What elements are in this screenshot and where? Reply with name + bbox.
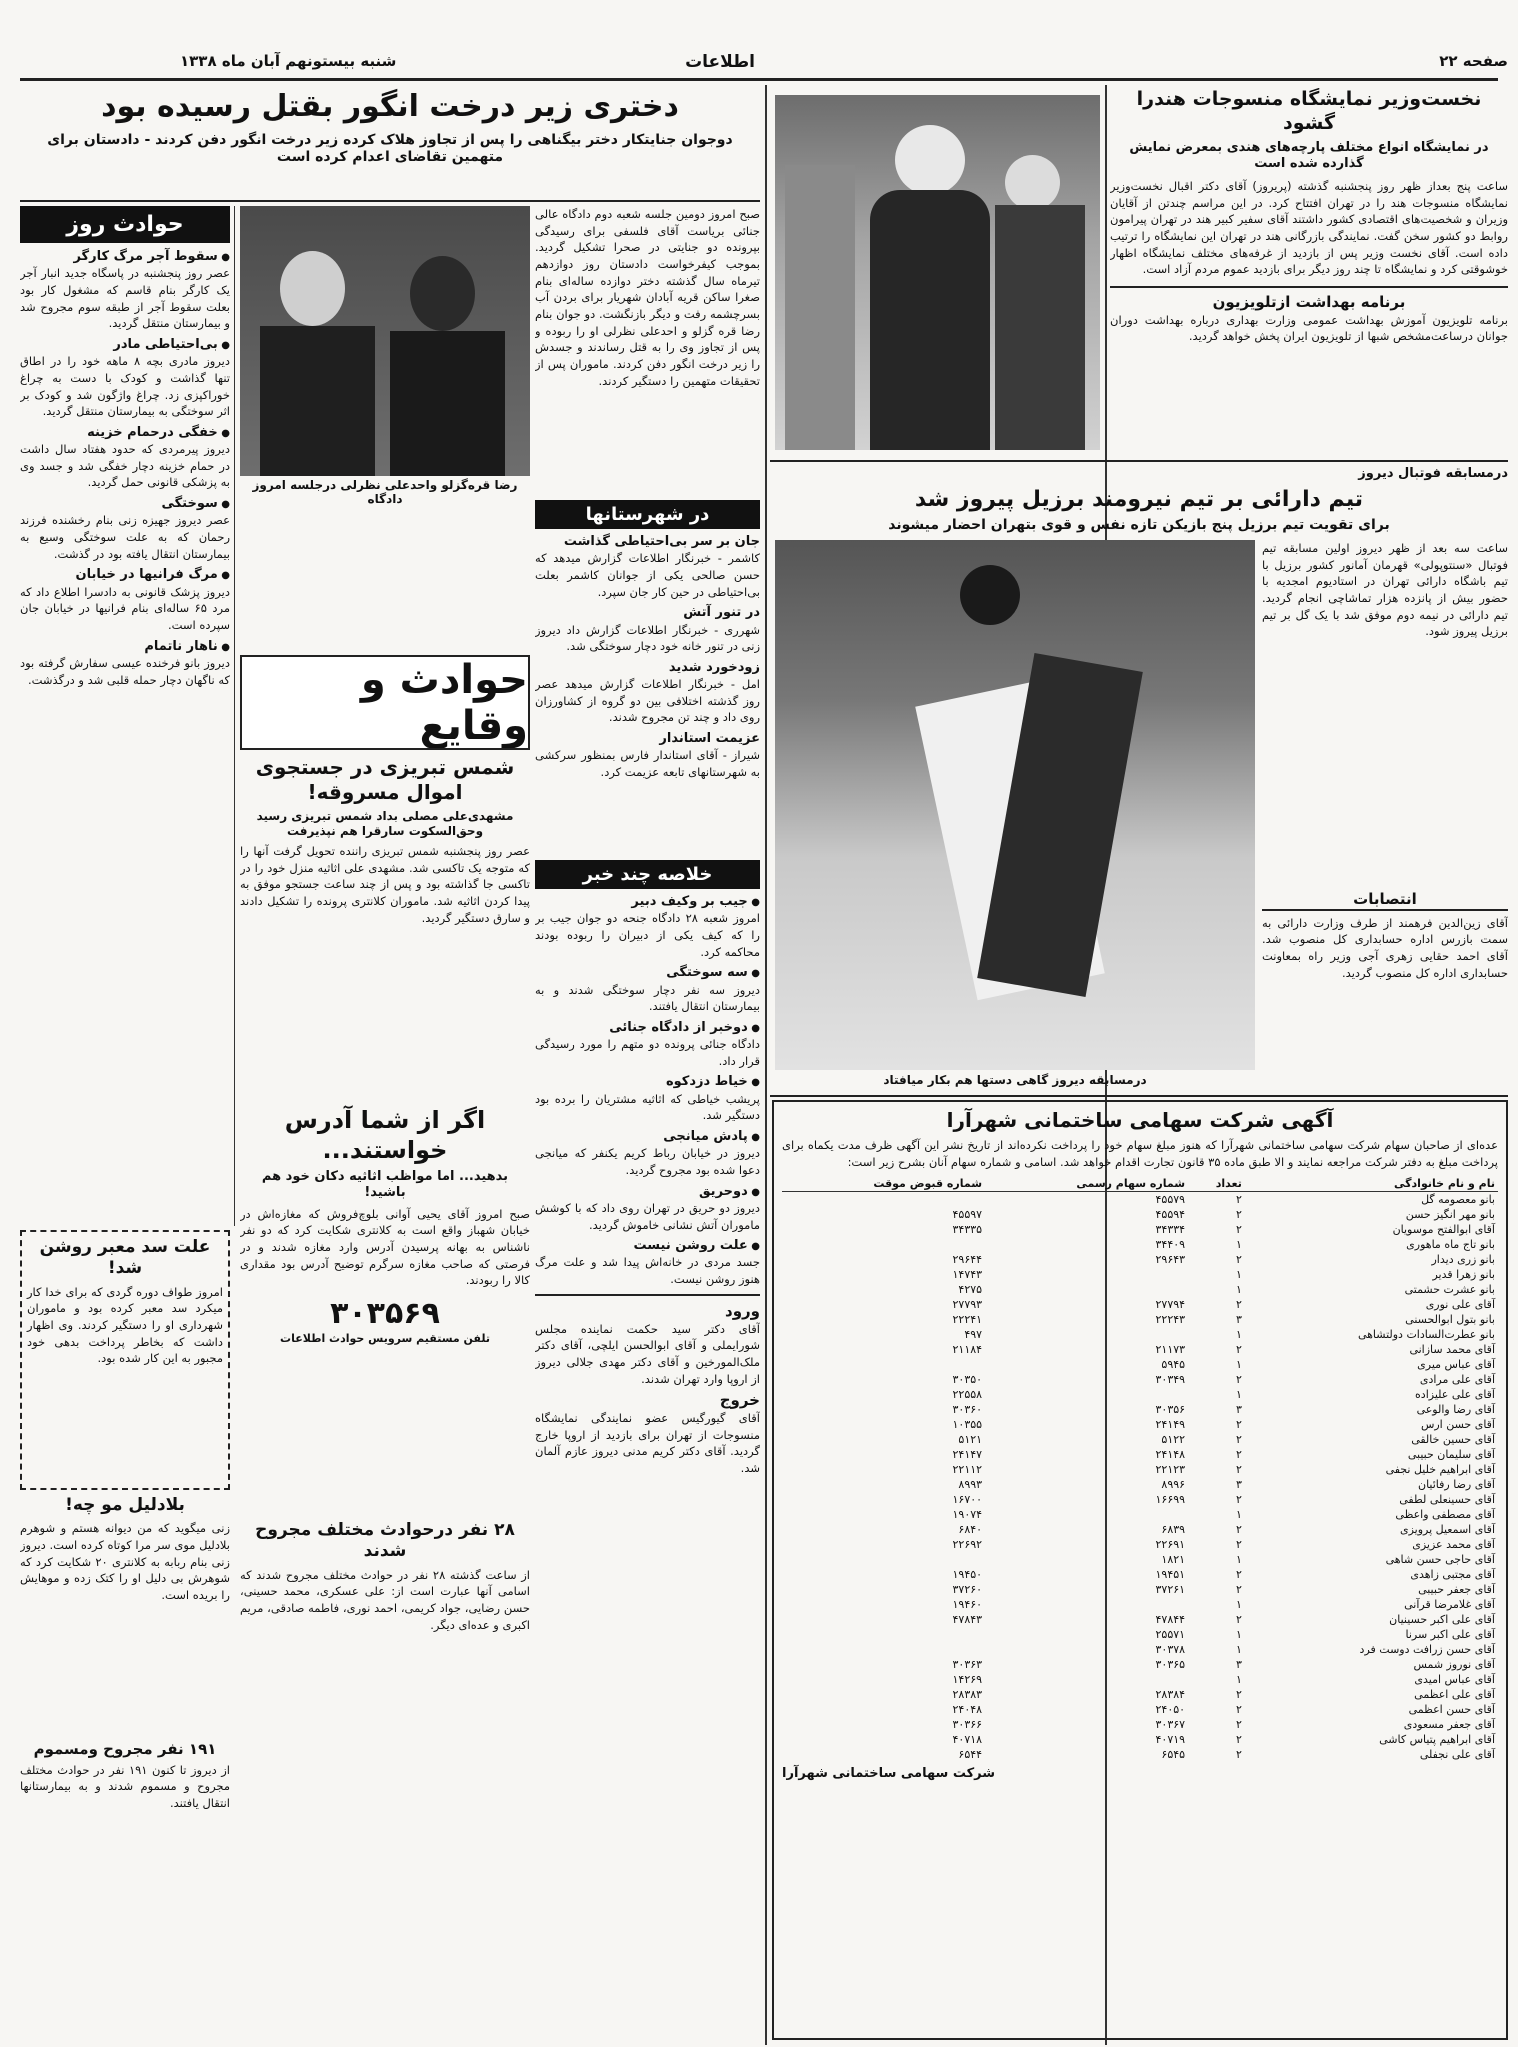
- news-item-body: دیروز بانو فرخنده عیسی سفارش گرفته بود که ناگهان دچار حمله قلبی شد و درگذشت.: [20, 655, 230, 687]
- table-cell: ۳۰۳۶۶: [952, 1718, 983, 1732]
- table-cell: ۸۹۹۳: [958, 1478, 983, 1492]
- table-cell: ۲: [1235, 1298, 1242, 1312]
- dam-body: امروز طواف دوره گردی که برای خدا کار میکرد سد معبر کرده بود و ماموران شهرداری او را دستگیر کردند. وی اظهار داشت که بخاطر پرداخت بدهی خود مجبور به این کار شده بود.: [27, 1284, 223, 1366]
- football-headline: تیم دارائی بر تیم نیرومند برزیل پیروز شد: [914, 487, 1364, 513]
- table-cell: ۲: [1235, 1193, 1242, 1207]
- table-row: [782, 1222, 1498, 1237]
- table-cell: ۴۰۷۱۸: [952, 1733, 983, 1747]
- table-row: [782, 1252, 1498, 1267]
- table-row: [782, 1342, 1498, 1357]
- table-cell: آقای جعفر حبیبی: [1418, 1583, 1495, 1597]
- table-cell: بانو زهرا قدیر: [1432, 1268, 1495, 1282]
- table-cell: ۲۲۲۴۱: [952, 1313, 983, 1327]
- tv-body: برنامه تلویزیون آموزش بهداشت عمومی وزارت بهداری درباره بهداشت دوران جوانان درساعت‌مشخص شبها از تلویزیون ایران پخش خواهد گردید.: [1110, 312, 1508, 344]
- table-cell: ۲: [1235, 1433, 1242, 1447]
- news-item-title: ● خیاط دزدکوه: [535, 1074, 760, 1090]
- table-cell: ۲: [1235, 1418, 1242, 1432]
- arrival-body: آقای دکتر سید حکمت نماینده مجلس شورایملی و آقای ابوالحسن ایلچی، آقای دکتر ملک‌المورخین و آقای دکتر مهدی جلالی دیروز از اروپا وارد تهران شدند.: [535, 1321, 760, 1386]
- table-cell: ۳۰۳۶۰: [952, 1403, 983, 1417]
- table-cell: ۵۱۲۱: [958, 1433, 983, 1447]
- table-cell: ۲: [1235, 1223, 1242, 1237]
- shams-subhead: مشهدی‌علی مصلی بداد شمس تبریزی رسید وحق‌السکوت سارقرا هم نپذیرفت: [256, 809, 514, 838]
- table-cell: ۲: [1235, 1613, 1242, 1627]
- news-item-title: عزیمت استاندار: [659, 731, 760, 747]
- table-cell: بانو تاج ماه ماهوری: [1406, 1238, 1495, 1252]
- table-row: [782, 1312, 1498, 1327]
- table-row: [782, 1537, 1498, 1552]
- table-cell: [985, 1282, 1188, 1297]
- address-article: [240, 1105, 530, 1515]
- news-item-body: پریشب خیاطی که اثاثیه مشتریان را برده بود دستگیر شد.: [535, 1091, 760, 1123]
- shams-body: عصر روز پنجشنبه شمس تبریزی راننده تحویل گرفت آنها را که متوجه یک تاکسی شد. مشهدی علی اثاثیه منزل خود را در تاکسی جا گذاشته بود و پس از چند ساعت جستجو موفق به پیدا کردن اثاثیه شد. ماموران کلانتری پرونده را تشکیل دادند و سارق دستگیر گردید.: [240, 844, 530, 925]
- girl-headline: دختری زیر درخت انگور بقتل رسیده بود: [101, 89, 679, 124]
- table-cell: آقای علی نوری: [1425, 1298, 1495, 1312]
- football-photo: [775, 540, 1255, 1070]
- col-name: نام و نام خانوادگی: [1245, 1176, 1498, 1192]
- table-cell: آقای علی اکبر حسینیان: [1389, 1613, 1495, 1627]
- table-cell: ۲۲۶۹۲: [952, 1538, 983, 1552]
- table-cell: ۵۱۲۲: [1161, 1433, 1186, 1447]
- table-cell: آقای ابراهیم خلیل نجفی: [1385, 1463, 1495, 1477]
- table-cell: ۴۰۷۱۹: [1155, 1733, 1186, 1747]
- table-cell: ۲: [1235, 1523, 1242, 1537]
- table-cell: بانو زری دیدار: [1431, 1253, 1495, 1267]
- table-cell: ۴۵۵۷۹: [1155, 1193, 1186, 1207]
- table-cell: ۲: [1235, 1703, 1242, 1717]
- table-cell: آقای حسن ارس: [1420, 1418, 1495, 1432]
- table-row: [782, 1702, 1498, 1717]
- hair-body: زنی میگوید که من دیوانه هستم و شوهرم بلادلیل موی سر مرا کوتاه کرده است. دیروز زنی بنام ربابه به کلانتری ۲۰ شکایت کرد که شوهرش بی دلیل او را کتک زده و موهایش را بریده است.: [20, 1521, 230, 1602]
- news-item-title: زودخورد شدید: [668, 659, 760, 675]
- shams-article: [240, 755, 530, 1100]
- table-cell: آقای ابراهیم پتیاس کاشی: [1379, 1733, 1495, 1747]
- masthead-rule: [20, 78, 1498, 81]
- table-cell: ۲: [1235, 1253, 1242, 1267]
- table-cell: آقای ابوالفتح موسویان: [1392, 1223, 1495, 1237]
- table-cell: ۳۰۳۷۸: [1155, 1643, 1186, 1657]
- table-cell: آقای حسینعلی لطفی: [1399, 1493, 1495, 1507]
- table-row: [782, 1642, 1498, 1657]
- exhibition-body: ساعت پنج بعداز ظهر روز پنجشنبه گذشته (پریروز) آقای دکتر اقبال نخست‌وزیر نمایشگاه منسوجات هند را در تهران افتتاح کرد. در این مراسم چندتن از آقایان وزیران و شخصیت‌های اقتصادی کشور داشتند آقای سفیر کبیر هند در تهران پیرامون روابط دو کشور سخن گفت. نمایندگی بازرگانی هند در تهران این نمایشگاه را ترتیب داده است. آقای نخست وزیر پس از بازدید از غرفه‌های مختلف نمایشگاه اظهار خوشوقتی کرد و نمایشگاه تا چند روز دیگر برای بازدید عموم مردم آزاد است.: [1110, 179, 1508, 277]
- table-row: [782, 1207, 1498, 1222]
- news-item-body: شهرری - خبرنگار اطلاعات گزارش داد دیروز زنی در تنور خانه خود دچار سوختگی شد.: [535, 622, 760, 654]
- table-cell: ۳: [1235, 1478, 1242, 1492]
- table-cell: ۱۹۴۶۰: [952, 1598, 983, 1612]
- table-row: [782, 1732, 1498, 1747]
- table-cell: [782, 1237, 985, 1252]
- table-cell: ۱: [1235, 1553, 1242, 1567]
- table-cell: [985, 1597, 1188, 1612]
- table-cell: ۱: [1235, 1238, 1242, 1252]
- table-cell: آقای مصطفی واعظی: [1395, 1508, 1495, 1522]
- issue-date: شنبه بیستونهم آبان ماه ۱۳۳۸: [180, 52, 397, 70]
- table-cell: [782, 1357, 985, 1372]
- accidents-label: حوادث روز: [20, 206, 230, 243]
- table-cell: ۲۴۱۴۹: [1155, 1418, 1186, 1432]
- football-body: ساعت سه بعد از ظهر دیروز اولین مسابقه تیم فوتبال «سنتوپولی» قهرمان آمانور کشور برزیل با تیم باشگاه دارائی تهران در استادیوم امجدیه با حضور بیش از پانزده هزار تماشاچی انجام گردید. تیم دارائی در نیمه دوم موفق شد با یک گل بر تیم برزیل پیروز شود.: [1262, 541, 1508, 639]
- table-cell: آقای علی اعظمی: [1414, 1688, 1495, 1702]
- table-cell: ۴۷۸۴۴: [1155, 1613, 1186, 1627]
- section-rule: [20, 200, 760, 202]
- injured-article: [20, 1740, 230, 2040]
- table-cell: ۱: [1235, 1673, 1242, 1687]
- address-headline: اگر از شما آدرس خواستند...: [284, 1106, 486, 1164]
- table-cell: ۲: [1235, 1463, 1242, 1477]
- table-row: [782, 1717, 1498, 1732]
- paper-name: اطلاعات: [685, 52, 755, 72]
- table-cell: ۲: [1235, 1493, 1242, 1507]
- table-row: [782, 1567, 1498, 1582]
- news-item-body: جسد مردی در خانه‌اش پیدا شد و علت مرگ هنوز روشن نیست.: [535, 1255, 760, 1287]
- table-row: [782, 1447, 1498, 1462]
- table-cell: ۱۴۲۶۹: [952, 1673, 983, 1687]
- table-row: [782, 1747, 1498, 1762]
- table-row: [782, 1612, 1498, 1627]
- exhibition-photo: [775, 95, 1100, 450]
- news-item-body: دیروز مادری بچه ۸ ماهه خود را در اطاق تنها گذاشت و کودک با دست به چراغ خوراکپزی زد. چراغ واژگون شد و کودک بر اثر سوختگی به بیمارستان منتقل گردید.: [20, 354, 230, 419]
- table-cell: ۳۰۳۶۳: [952, 1658, 983, 1672]
- girl-subhead: دوجوان جنایتکار دختر بیگناهی را پس از تجاوز هلاک کرده زیر درخت انگور دفن کردند - دادستان برای متهمین تقاضای اعدام کرده است: [47, 131, 733, 165]
- news-item-title: جان بر سر بی‌احتیاطی گذاشت: [563, 534, 760, 549]
- football-kicker: درمسابقه فوتبال دیروز: [1358, 466, 1508, 481]
- section-rule: [770, 460, 1508, 462]
- table-row: [782, 1597, 1498, 1612]
- news-item-body: دیروز دو حریق در تهران روی داد که با کوشش ماموران آتش نشانی خاموش گردید.: [535, 1200, 760, 1232]
- table-cell: [782, 1192, 985, 1208]
- table-cell: ۱: [1235, 1643, 1242, 1657]
- table-row: [782, 1282, 1498, 1297]
- table-cell: ۱: [1235, 1328, 1242, 1342]
- table-cell: ۳۷۲۶۱: [1155, 1583, 1186, 1597]
- table-cell: ۱۹۴۵۰: [952, 1568, 983, 1582]
- table-cell: آقای حسین خالقی: [1411, 1433, 1495, 1447]
- table-cell: آقای نوروز شمس: [1413, 1658, 1495, 1672]
- col-official: شماره سهام رسمی: [985, 1176, 1188, 1192]
- table-cell: ۳۴۴۰۹: [1155, 1238, 1186, 1252]
- table-row: [782, 1627, 1498, 1642]
- news-item-title: ● سقوط آجر مرگ کارگر: [20, 249, 230, 265]
- table-cell: ۳۰۳۴۹: [1155, 1373, 1186, 1387]
- twentyeight-headline: ۲۸ نفر درحوادث مختلف مجروح شدند: [255, 1520, 515, 1562]
- table-cell: ۲۹۶۴۴: [952, 1253, 983, 1267]
- table-cell: [985, 1267, 1188, 1282]
- table-row: [782, 1462, 1498, 1477]
- table-row: [782, 1522, 1498, 1537]
- table-cell: آقای حاجی حسن شاهی: [1385, 1553, 1495, 1567]
- news-item-title: ● بی‌احتیاطی مادر: [20, 337, 230, 353]
- table-cell: ۳۰۳۵۰: [952, 1373, 983, 1387]
- table-row: [782, 1672, 1498, 1687]
- table-cell: ۶۸۳۹: [1161, 1523, 1186, 1537]
- table-cell: ۱: [1235, 1508, 1242, 1522]
- table-cell: ۱۶۷۰۰: [952, 1493, 983, 1507]
- news-item-title: ● مرگ فرانیها در خیابان: [20, 567, 230, 583]
- table-cell: ۴۷۸۴۳: [952, 1613, 983, 1627]
- table-cell: ۲۷۷۹۴: [1155, 1298, 1186, 1312]
- news-item-title: ● خفگی درحمام خزینه: [20, 425, 230, 441]
- table-cell: ۲: [1235, 1583, 1242, 1597]
- table-cell: آقای علی نجفلی: [1419, 1748, 1495, 1762]
- table-cell: ۲: [1235, 1748, 1242, 1762]
- table-cell: ۱۹۴۵۱: [1155, 1568, 1186, 1582]
- table-row: [782, 1327, 1498, 1342]
- table-cell: ۱۸۲۱: [1161, 1553, 1186, 1567]
- girl-body: صبح امروز دومین جلسه شعبه دوم دادگاه عالی جنائی بریاست آقای فلسفی برای رسیدگی بپرونده دو جنایتی در صحرا تشکیل گردید. بموجب کیفرخواست دادستان روز دوازدهم تیرماه سال گذشته دختر دوازده ساله‌ای بنام صغرا ساکن قریه آبادان شهریار برای بردن آب بسرچشمه رفت و دیگر بازنگشت. دو جوان بنام رضا قره گزلو و احدعلی نظرلی او را ربوده و پس از تجاوز وی را به قتل رساندند و جسدش را زیر درخت انگور دفن کردند. ماموران پس از تحقیقات متهمین را دستگیر کردند.: [535, 207, 760, 388]
- table-cell: ۲: [1235, 1733, 1242, 1747]
- table-cell: ۲۱۱۷۳: [1155, 1343, 1186, 1357]
- address-body: صبح امروز آقای یحیی آوانی بلوچ‌فروش که مغازه‌اش در خیابان شهباز واقع است به کلانتری شکایت کرد که دو نفر ناشناس به بهانه پرسیدن آدرس وارد مغازه شدند و در فرصتی که صاحب مغازه سرگرم توضیح آدرس بود مقداری کالا را ربودند.: [240, 1206, 530, 1288]
- table-cell: بانو مهر انگیز حسن: [1405, 1208, 1495, 1222]
- dam-box: [20, 1230, 230, 1490]
- table-cell: آقای رضا رفائیان: [1417, 1478, 1495, 1492]
- table-cell: ۳۴۳۳۵: [952, 1223, 983, 1237]
- news-item-body: عصر روز پنجشنبه در پاسگاه جدید انبار آجر یک کارگر بنام قاسم که مشغول کار بود بعلت سقوط آجر از طبقه سوم مجروح شد و بیمارستان منتقل گردید.: [20, 266, 230, 331]
- table-cell: ۱: [1235, 1388, 1242, 1402]
- table-cell: آقای غلامرضا قرآنی: [1404, 1598, 1495, 1612]
- table-cell: [782, 1627, 985, 1642]
- table-cell: ۳۴۳۳۴: [1155, 1223, 1186, 1237]
- col-count: تعداد: [1188, 1176, 1245, 1192]
- table-cell: ۳: [1235, 1403, 1242, 1417]
- tv-headline: برنامه بهداشت ازتلویزیون: [1212, 293, 1406, 312]
- table-row: [782, 1297, 1498, 1312]
- table-row: [782, 1237, 1498, 1252]
- table-cell: بانو معصومه گل: [1421, 1193, 1495, 1207]
- table-row: [782, 1657, 1498, 1672]
- table-row: [782, 1582, 1498, 1597]
- hair-headline: بلادلیل مو چه!: [65, 1495, 185, 1515]
- news-item-body: دیروز پیرمردی که حدود هفتاد سال داشت در حمام خزینه دچار خفگی شد و جسد وی به پزشکی قانونی حمل گردید.: [20, 442, 230, 490]
- table-cell: ۲: [1235, 1343, 1242, 1357]
- table-cell: ۱۰۳۵۵: [952, 1418, 983, 1432]
- table-cell: ۲۲۲۴۳: [1155, 1313, 1186, 1327]
- table-cell: بانو عطرت‌السادات دولتشاهی: [1357, 1328, 1495, 1342]
- table-cell: ۵۹۴۵: [1161, 1358, 1186, 1372]
- table-row: [782, 1192, 1498, 1208]
- table-cell: ۲۴۱۴۸: [1155, 1448, 1186, 1462]
- table-cell: ۲۲۱۱۲: [952, 1463, 983, 1477]
- table-cell: ۲: [1235, 1208, 1242, 1222]
- table-cell: آقای عباس میری: [1417, 1358, 1495, 1372]
- girl-story: [20, 88, 760, 198]
- table-cell: آقای جعفر مسعودی: [1403, 1718, 1495, 1732]
- table-row: [782, 1477, 1498, 1492]
- injured-body: از دیروز تا کنون ۱۹۱ نفر در حوادث مختلف مجروح و مسموم شدند و به بیمارستانها انتقال یافتند.: [20, 1762, 230, 1811]
- table-cell: بانو عشرت حشمتی: [1404, 1283, 1495, 1297]
- news-item-title: ● جیب بر وکیف دبیر: [535, 894, 760, 910]
- table-cell: ۱: [1235, 1283, 1242, 1297]
- appointments-body: آقای زین‌الدین فرهمند از طرف وزارت دارائی به سمت بازرس اداره حسابداری کل منصوب شد. آقای احمد حقایی زهری آجی وزیر راه بمعاونت حسابداری اداره کل منصوب گردید.: [1262, 915, 1508, 980]
- table-cell: ۱: [1235, 1598, 1242, 1612]
- table-row: [782, 1417, 1498, 1432]
- table-cell: آقای علی علیزاده: [1415, 1388, 1495, 1402]
- news-item-title: ● ناهار ناتمام: [20, 639, 230, 655]
- shares-table: [782, 1176, 1498, 1762]
- shams-headline: شمس تبریزی در جستجوی اموال مسروقه!: [255, 755, 515, 804]
- news-item-body: دیروز در خیابان رباط کریم یکنفر که میانجی دعوا شده بود مجروح گردید.: [535, 1146, 760, 1177]
- football-subhead: برای تقویت تیم برزیل پنج بازیکن تازه نفس و قوی بتهران احضار میشوند: [888, 516, 1390, 533]
- table-cell: [782, 1552, 985, 1567]
- shares-ad: [772, 1100, 1508, 2040]
- table-cell: ۲۸۳۸۳: [952, 1688, 983, 1702]
- table-row: [782, 1357, 1498, 1372]
- news-item-body: شیراز - آقای استاندار فارس بمنظور سرکشی به شهرستانهای تابعه عزیمت کرد.: [535, 748, 760, 780]
- exhibition-article: [1110, 88, 1508, 458]
- news-item-title: ● سه سوختگی: [535, 965, 760, 981]
- table-cell: ۲۸۳۸۴: [1155, 1688, 1186, 1702]
- table-row: [782, 1432, 1498, 1447]
- table-cell: آقای اسمعیل پرویزی: [1399, 1523, 1495, 1537]
- table-cell: ۶۵۴۴: [958, 1748, 983, 1762]
- table-cell: ۲: [1235, 1538, 1242, 1552]
- news-item-title: ● سوختگی: [20, 496, 230, 512]
- table-cell: ۲۹۶۴۳: [1155, 1253, 1186, 1267]
- news-item-body: دیروز سه نفر دچار سوختگی شدند و به بیمارستان انتقال یافتند.: [535, 982, 760, 1014]
- table-cell: [985, 1672, 1188, 1687]
- news-item-body: امروز شعبه ۲۸ دادگاه جنحه دو جوان جیب بر را که کیف یکی از دبیران را ربوده بودند محاکمه کرد.: [535, 911, 760, 959]
- address-phone-note: تلفن مستقیم سرویس حوادث اطلاعات: [280, 1332, 490, 1346]
- table-cell: آقای عباس امیدی: [1414, 1673, 1495, 1687]
- table-cell: ۲۲۶۹۱: [1155, 1538, 1186, 1552]
- section-rule: [770, 1095, 1508, 1097]
- accidents-banner: [240, 655, 530, 750]
- table-cell: ۱: [1235, 1628, 1242, 1642]
- table-row: [782, 1372, 1498, 1387]
- table-cell: ۲۲۱۲۳: [1155, 1463, 1186, 1477]
- table-cell: ۲۱۱۸۴: [952, 1343, 983, 1357]
- table-cell: [985, 1507, 1188, 1522]
- twentyeight-body: از ساعت گذشته ۲۸ نفر در حوادث مختلف مجروح شدند که اسامی آنها عبارت است از: علی عسکری، محمد حسینی، حسن رضایی، جواد کریمی، احمد نوری، فاطمه صادقی، مریم اکبری و عده‌ای دیگر.: [240, 1567, 530, 1632]
- dam-headline: علت سد معبر روشن شد!: [39, 1237, 211, 1279]
- divider: [1110, 286, 1508, 288]
- table-cell: بانو بتول ابوالحسنی: [1405, 1313, 1495, 1327]
- brief-label: خلاصه چند خبر: [535, 860, 760, 889]
- news-item-title: ● علت روشن نیست: [535, 1238, 760, 1254]
- table-cell: ۳۷۲۶۰: [952, 1583, 983, 1597]
- table-cell: ۲۴۱۴۷: [952, 1448, 983, 1462]
- news-item-body: عصر دیروز جهیزه زنی بنام رخشنده فرزند رحمان که به علت سوختگی وسیع به بیمارستان انتقال یافته بود در گذشت.: [20, 513, 230, 561]
- table-cell: آقای سلیمان حبیبی: [1407, 1448, 1495, 1462]
- table-row: [782, 1687, 1498, 1702]
- table-cell: ۳۰۳۶۵: [1155, 1658, 1186, 1672]
- table-cell: ۱۴۷۴۳: [952, 1268, 983, 1282]
- table-cell: ۲۴۰۴۸: [952, 1703, 983, 1717]
- banner-text: حوادث و وقایع: [360, 656, 528, 749]
- arrival-title: ورود: [725, 1301, 760, 1320]
- table-cell: ۳: [1235, 1658, 1242, 1672]
- table-cell: آقای محمد سازانی: [1409, 1343, 1495, 1357]
- column-rule-middle: [765, 85, 767, 2045]
- table-cell: [985, 1387, 1188, 1402]
- injured-headline: ۱۹۱ نفر مجروح ومسموم: [33, 1740, 217, 1758]
- table-cell: [985, 1327, 1188, 1342]
- table-row: [782, 1492, 1498, 1507]
- table-row: [782, 1507, 1498, 1522]
- table-cell: ۱۹۰۷۴: [952, 1508, 983, 1522]
- column-rule: [234, 206, 235, 1226]
- exhibition-subhead: در نمایشگاه انواع مختلف پارچه‌های هندی بمعرض نمایش گذارده شده است: [1129, 139, 1489, 171]
- news-item-title: ● دوحریق: [535, 1184, 760, 1200]
- table-cell: آقای حسن اعظمی: [1408, 1703, 1495, 1717]
- table-cell: ۲۲۵۵۸: [952, 1388, 983, 1402]
- news-item-body: امل - خبرنگار اطلاعات گزارش میدهد عصر روز گذشته اختلافی بین دو گروه از کشاورزان روی داد و چند تن مجروح شدند.: [535, 677, 760, 725]
- table-cell: ۲: [1235, 1373, 1242, 1387]
- table-cell: آقای حسن زرافت دوست فرد: [1359, 1643, 1495, 1657]
- table-cell: ۴۵۵۹۷: [952, 1208, 983, 1222]
- table-cell: ۶۵۴۵: [1161, 1748, 1186, 1762]
- departure-body: آقای گیورگیس عضو نمایندگی نمایشگاه منسوجات از تهران برای بازدید از اروپا خارج گردید. آقای دکتر کریم مدنی دیروز عازم آلمان شد.: [535, 1411, 760, 1476]
- departure-title: خروج: [719, 1391, 760, 1410]
- table-cell: آقای محمد عزیزی: [1412, 1538, 1495, 1552]
- brief-column: [535, 860, 760, 2040]
- news-item-body: دیروز پزشک قانونی به دادسرا اطلاع داد که مرد ۶۵ ساله‌ای بنام فرانیها در خیابان جان سپرده است.: [20, 584, 230, 632]
- news-item-title: در تنور آتش: [683, 605, 760, 621]
- table-cell: ۱۶۶۹۹: [1155, 1493, 1186, 1507]
- table-cell: ۱: [1235, 1268, 1242, 1282]
- table-cell: ۴۲۷۵: [958, 1283, 983, 1297]
- table-cell: ۲۴۰۵۰: [1155, 1703, 1186, 1717]
- table-cell: ۲: [1235, 1568, 1242, 1582]
- table-cell: آقای رضا والوعی: [1416, 1403, 1495, 1417]
- table-cell: ۲۵۵۷۱: [1155, 1628, 1186, 1642]
- table-cell: ۳۰۳۵۶: [1155, 1403, 1186, 1417]
- table-cell: ۲: [1235, 1448, 1242, 1462]
- city-label: در شهرستانها: [535, 500, 760, 529]
- table-cell: آقای علی مرادی: [1419, 1373, 1495, 1387]
- table-cell: ۱: [1235, 1358, 1242, 1372]
- defendants-photo: [240, 206, 530, 476]
- appointments-box: [1262, 890, 1508, 1090]
- table-cell: ۳۰۳۶۷: [1155, 1718, 1186, 1732]
- table-row: [782, 1267, 1498, 1282]
- table-cell: ۴۵۵۹۴: [1155, 1208, 1186, 1222]
- address-phone: ۳۰۳۵۶۹: [330, 1295, 440, 1331]
- table-cell: [782, 1642, 985, 1657]
- table-cell: ۴۹۷: [964, 1328, 983, 1342]
- defendants-caption: رضا قره‌گزلو واحدعلی نظرلی درجلسه امروز دادگاه: [252, 478, 518, 506]
- twentyeight-article: [240, 1520, 530, 2040]
- table-cell: ۳: [1235, 1313, 1242, 1327]
- news-item-title: ● پادش میانجی: [535, 1129, 760, 1145]
- address-subhead: بدهید... اما مواظب اثاثیه دکان خود هم باشید!: [261, 1169, 509, 1201]
- football-caption: درمسابقه دیروز گاهی دستها هم بکار میافتاد: [883, 1073, 1147, 1087]
- shares-intro: عده‌ای از صاحبان سهام شرکت سهامی ساختمانی شهرآرا که هنوز مبلغ سهام خود را پرداخت نکرده‌اند از تاریخ نشر این آگهی ظرف مدت یکماه برای پرداخت مبلغ به دفتر شرکت مراجعه نمایند و الا طبق ماده ۳۵ قانون تجارت اقدام خواهد شد. اسامی و شماره سهام آنان بشرح زیر است:: [782, 1138, 1498, 1169]
- table-cell: ۲۷۷۹۳: [952, 1298, 983, 1312]
- news-item-body: کاشمر - خبرنگار اطلاعات گزارش میدهد که حسن صالحی یکی از جوانان کاشمر بعلت بی‌احتیاطی در حین کار جان سپرد.: [535, 551, 760, 599]
- news-item-title: ● دوخبر از دادگاه جنائی: [535, 1020, 760, 1036]
- table-cell: آقای علی اکبر سرنا: [1405, 1628, 1495, 1642]
- table-cell: ۲: [1235, 1718, 1242, 1732]
- divider: [535, 1294, 760, 1296]
- accidents-column: [20, 206, 230, 1226]
- news-item-body: دادگاه جنائی پرونده دو متهم را مورد رسیدگی قرار داد.: [535, 1037, 760, 1068]
- table-cell: ۶۸۴۰: [958, 1523, 983, 1537]
- page-number: صفحه ۲۲: [1439, 52, 1508, 70]
- table-cell: ۲: [1235, 1688, 1242, 1702]
- col-temporary: شماره قبوض موقت: [782, 1176, 985, 1192]
- shares-title: آگهی شرکت سهامی ساختمانی شهرآرا: [946, 1108, 1334, 1132]
- table-cell: ۸۹۹۶: [1161, 1478, 1186, 1492]
- shares-footer: شرکت سهامی ساختمانی شهرآرا: [782, 1766, 996, 1782]
- table-row: [782, 1387, 1498, 1402]
- table-cell: آقای مجتبی زاهدی: [1410, 1568, 1495, 1582]
- table-row: [782, 1552, 1498, 1567]
- hair-article: [20, 1495, 230, 1735]
- exhibition-headline: نخست‌وزیر نمایشگاه منسوجات هندرا گشود: [1136, 88, 1482, 134]
- table-row: [782, 1402, 1498, 1417]
- appointments-title: انتصابات: [1262, 890, 1508, 911]
